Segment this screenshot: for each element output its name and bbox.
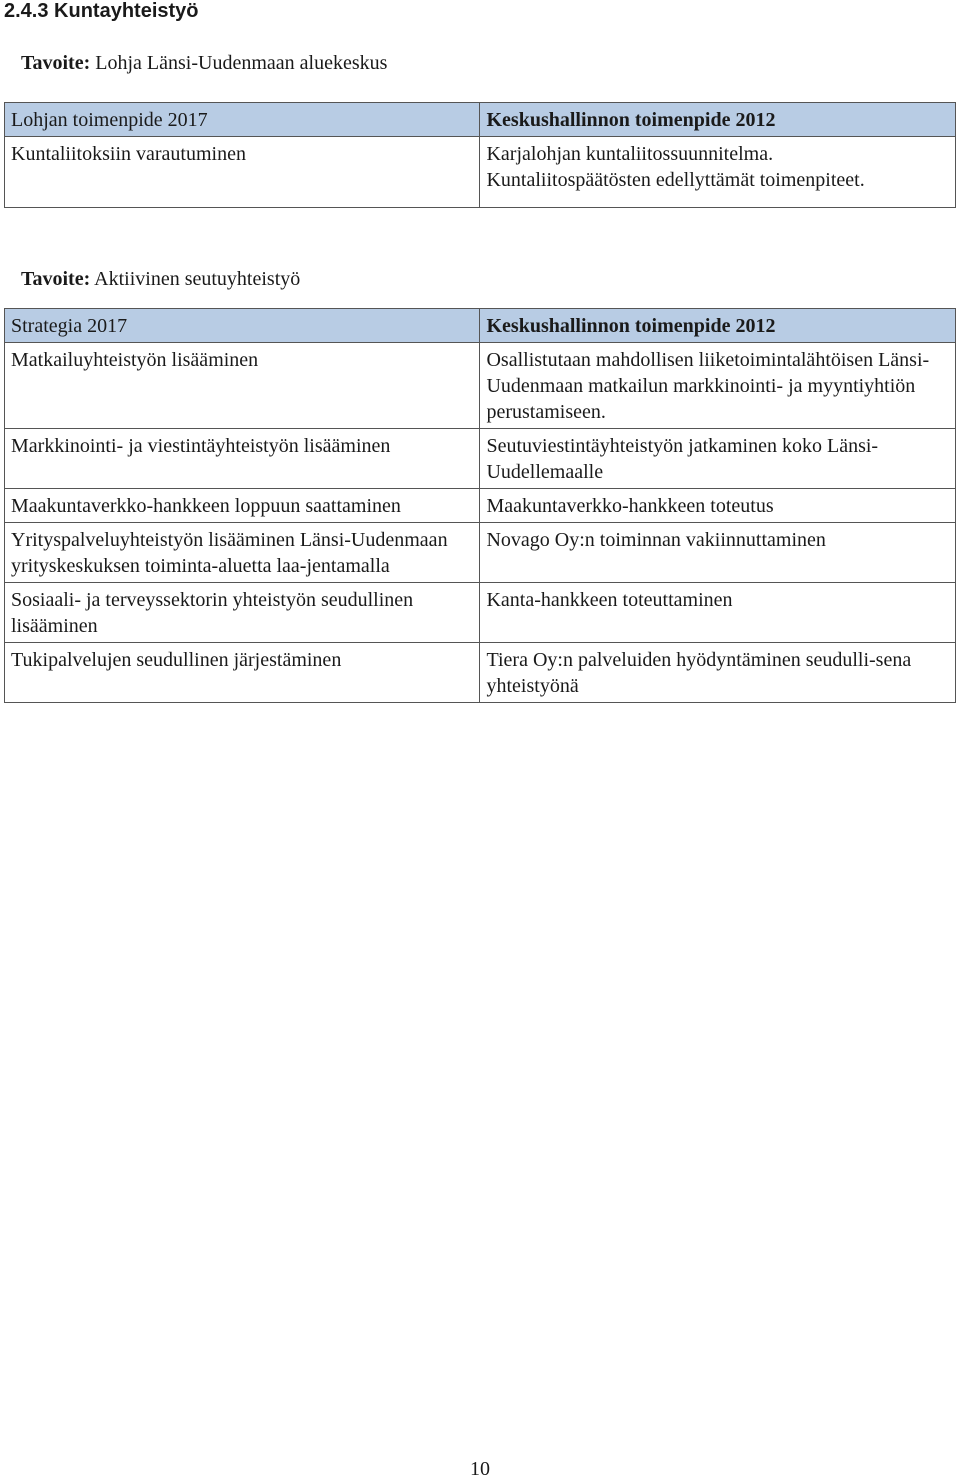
table-cell: Matkailuyhteistyön lisääminen (5, 343, 480, 429)
table-cell: Maakuntaverkko-hankkeen toteutus (480, 489, 956, 523)
table-row (5, 137, 956, 208)
table-cell: Sosiaali- ja terveyssektorin yhteistyön seudullinen lisääminen (5, 583, 480, 643)
table-cell: Kanta-hankkeen toteuttaminen (480, 583, 956, 643)
table-header-cell: Lohjan toimenpide 2017 (5, 103, 480, 137)
table-header-row (5, 309, 956, 343)
table-header-cell: Strategia 2017 (5, 309, 480, 343)
table-kuntaliitos (4, 102, 956, 208)
table-cell: Yrityspalveluyhteistyön lisääminen Länsi-Uudenmaan yrityskeskuksen toiminta-aluetta laa-jentamalla (5, 523, 480, 583)
table-row (5, 643, 956, 703)
table-row (5, 343, 956, 429)
table-seutuyhteistyo (4, 308, 956, 703)
cell-line: Kuntaliitospäätösten edellyttämät toimenpiteet. (486, 169, 865, 191)
cell-line: Karjalohjan kuntaliitossuunnitelma. (486, 143, 774, 165)
table-header-row (5, 103, 956, 137)
table-cell: Kuntaliitoksiin varautuminen (5, 137, 480, 208)
table-row (5, 523, 956, 583)
table-cell: Novago Oy:n toiminnan vakiinnuttaminen (480, 523, 956, 583)
table-header-cell: Keskushallinnon toimenpide 2012 (480, 309, 956, 343)
table-row (5, 489, 956, 523)
table-row (5, 583, 956, 643)
goal-label: Tavoite: (21, 52, 91, 74)
table-cell: Markkinointi- ja viestintäyhteistyön lisääminen (5, 429, 480, 489)
table-cell: Tiera Oy:n palveluiden hyödyntäminen seudulli-sena yhteistyönä (480, 643, 956, 703)
goal-label: Tavoite: (21, 268, 91, 290)
table-cell: Tukipalvelujen seudullinen järjestäminen (5, 643, 480, 703)
table-cell: Seutuviestintäyhteistyön jatkaminen koko Länsi-Uudellemaalle (480, 429, 956, 489)
table-row (5, 429, 956, 489)
page-number: 10 (470, 1458, 490, 1480)
section-heading: 2.4.3 Kuntayhteistyö (4, 0, 199, 22)
goal-text: Aktiivinen seutuyhteistyö (94, 268, 301, 290)
goal-lohja-aluekeskus (21, 50, 387, 76)
table-cell: Osallistutaan mahdollisen liiketoimintalähtöisen Länsi-Uudenmaan matkailun markkinointi- ja myyntiyhtiön perustamiseen. (480, 343, 956, 429)
goal-seutuyhteistyo (21, 266, 300, 292)
table-cell (480, 137, 956, 208)
goal-text: Lohja Länsi-Uudenmaan aluekeskus (95, 52, 388, 74)
table-cell: Maakuntaverkko-hankkeen loppuun saattaminen (5, 489, 480, 523)
table-header-cell: Keskushallinnon toimenpide 2012 (480, 103, 956, 137)
